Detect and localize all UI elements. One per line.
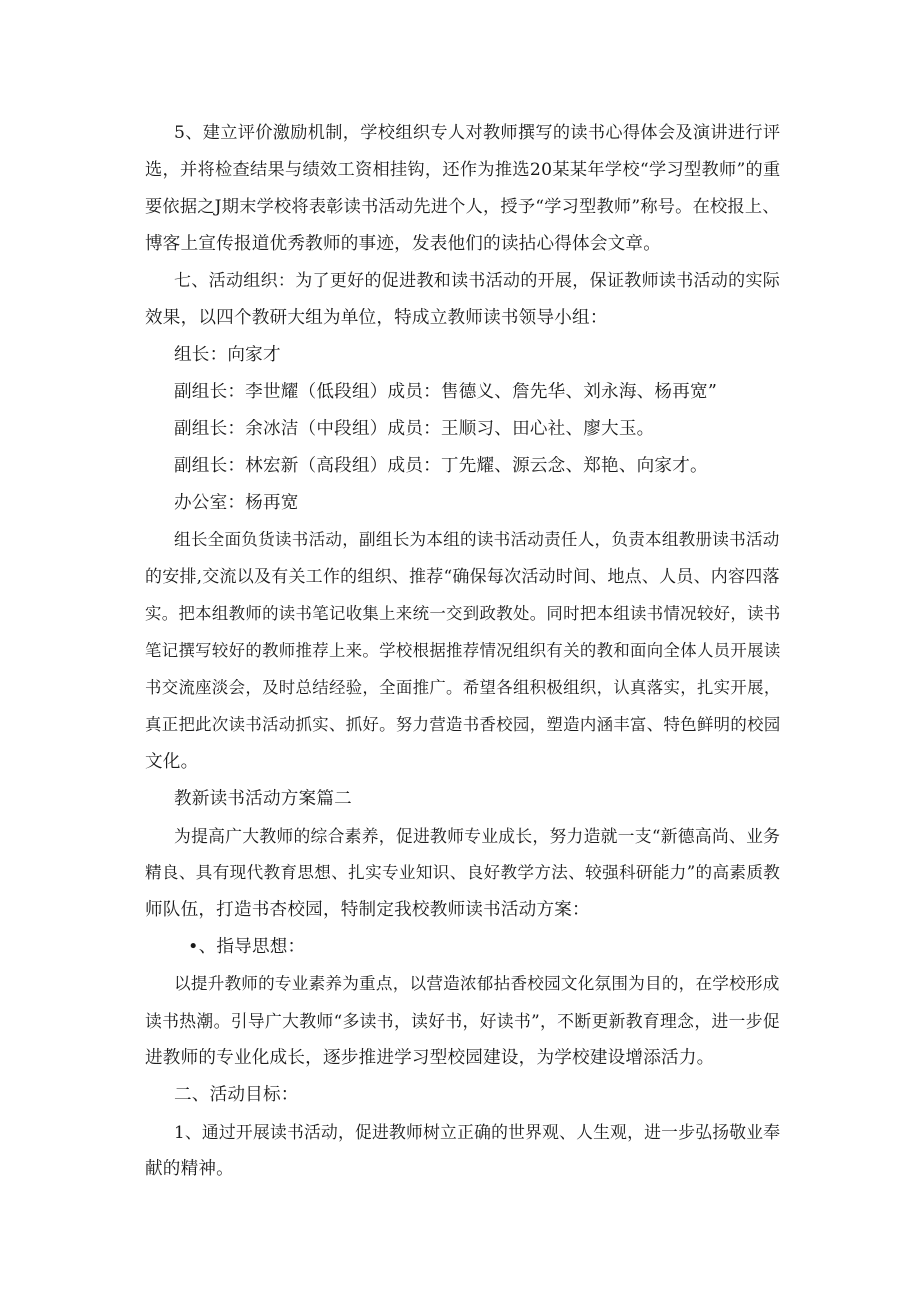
line-text: 教新读书活动方案篇二: [174, 789, 352, 809]
line-text: 组长全面负货读书活动，副组长为本组的读书活动责任人，负责本组教册读书活动: [174, 530, 780, 549]
line-text: 七、活动组织：为了更好的促进教和读书活动的开展，保证教师读书活动的实际: [174, 271, 781, 291]
text-line: [145, 566, 780, 588]
line-text: 文化。: [145, 752, 199, 772]
line-text: 副组长：李世耀（低段组）成员：售德义、詹先华、刘永海、杨再宽”: [174, 382, 718, 402]
text-line: [145, 640, 780, 662]
bullet-heading: [188, 936, 305, 958]
line-text: 笔记撰写较好的教师推荐上来。学校根据推荐情况组织有关的教和面向全体人员开展读: [145, 641, 781, 660]
group-leader-line: [174, 344, 281, 366]
line-text: 效果，以四个教研大组为单位，特成立教师读书领导小组：: [145, 308, 608, 328]
text-line: [174, 529, 780, 551]
deputy-leader-line: [174, 381, 717, 403]
line-text: 师队伍，打造书杏校园，特制定我校教师读书活动方案：: [145, 900, 590, 920]
line-text: 为提高广大教师的综合素养，促进教师专业成长，努力造就一支“新德高尚、业务: [174, 826, 781, 846]
line-text: 办公室：杨再宽: [174, 493, 299, 513]
text-line: [145, 751, 198, 773]
line-text: 副组长：余冰洁（中段组）成员：王顺习、田心社、廖大玉。: [174, 419, 655, 439]
line-text: 的安排,交流以及有关工作的组织、推荐“确保每次活动时间、地点、人员、内容四落: [145, 567, 780, 587]
line-text: 真正把此次读书活动抓实、抓好。努力营造书香校园，塑造内涵丰富、特色鲜明的校园: [145, 715, 781, 734]
line-text: 以提升教师的专业素养为重点，以营造浓郁拈香校园文化氛围为目的，在学校形成: [174, 974, 780, 993]
text-line: [145, 1010, 780, 1032]
section-heading: [174, 1084, 299, 1106]
deputy-leader-line: [174, 418, 654, 440]
line-text: 要依据之J期末学校将表彰读书活动先进个人，授予“学习型教师”称号。在校报上、: [145, 197, 780, 217]
text-line: [145, 1158, 234, 1180]
text-line: [145, 196, 780, 218]
text-line: [145, 862, 780, 884]
line-text: 献的精神。: [145, 1159, 234, 1179]
text-line: [145, 714, 780, 736]
text-line: [145, 677, 780, 699]
text-line: [174, 270, 780, 292]
line-text: 副组长：林宏新（高段组）成员：丁先耀、源云念、郑艳、向家才。: [174, 456, 708, 476]
line-text: •、指导思想：: [188, 937, 306, 957]
office-line: [174, 492, 299, 514]
section-heading: [174, 788, 352, 810]
text-line: [145, 899, 590, 921]
line-text: 实。把本组教师的读书笔记收集上来统一交到政教处。同时把本组读书情况较好，读书: [145, 604, 781, 623]
line-text: 进教师的专业化成长，逐步推进学习型校园建设，为学校建设增添活力。: [145, 1048, 715, 1068]
text-line: [174, 825, 780, 847]
text-line: [174, 122, 780, 144]
text-line: [145, 307, 608, 329]
text-line: [145, 159, 780, 181]
line-text: 5、建立评价激励机制，学校组织专人对教师撰写的读书心得体会及演讲进行评: [174, 123, 781, 143]
text-line: [145, 1047, 714, 1069]
line-text: 书交流座淡会，及时总结经验，全面推广。希望各组积极组织，认真落实，扎实开展，: [145, 678, 781, 697]
line-text: 组长：向家才: [174, 345, 281, 365]
deputy-leader-line: [174, 455, 708, 477]
line-text: 1、通过开展读书活动，促进教师树立正确的世界观、人生观，进一步弘扬敬业奉: [174, 1122, 781, 1142]
text-line: [145, 233, 661, 255]
text-line: [174, 1121, 780, 1143]
line-text: 博客上宣传报道优秀教师的事迹，发表他们的读拈心得体会文章。: [145, 234, 662, 254]
line-text: 选，并将检查结果与绩效工资相挂钩，还作为推选20某某年学校“学习型教师”的重: [145, 160, 781, 180]
line-text: 二、活动目标：: [174, 1085, 299, 1105]
text-line: [145, 603, 780, 625]
text-line: [174, 973, 780, 995]
line-text: 精良、具有现代教育思想、扎实专业知识、良好教学方法、较强科研能力”的高素质教: [145, 863, 781, 882]
line-text: 读书热潮。引导广大教师“多读书，读好书，好读书”，不断更新教育理念，进一步促: [145, 1011, 781, 1031]
